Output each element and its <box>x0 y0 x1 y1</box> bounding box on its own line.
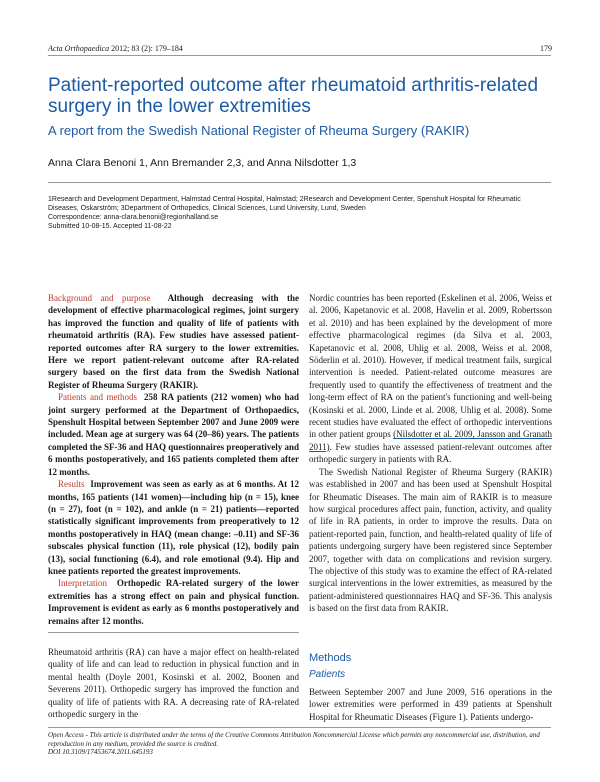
paragraph <box>309 292 552 466</box>
methods-text: Between September 2007 and June 2009, 516 operations in the lower extremities were performed in 439 patients at Spenshult Hospital for Rheumatic Diseases (Figure 1). Patients undergo- <box>309 687 552 722</box>
article-subtitle: A report from the Swedish National Register of Rheuma Surgery (RAKIR) <box>48 123 470 138</box>
page-number: 179 <box>540 44 552 53</box>
right-column <box>309 292 552 615</box>
header-rule <box>48 55 551 56</box>
author-rule <box>48 182 551 183</box>
citation-link[interactable]: (Nilsdotter et al. 2009, Jansson and Granath 2011) <box>309 429 553 452</box>
footer <box>48 731 551 757</box>
abstract-body: Improvement was seen as early as at 6 months. At 12 months, 165 patients (141 women)—including hip (n = 15), knee (n = 27), foot (n = 102), and ankle (n = 21) patients—reported statistically significant improvements from preoperatively to 12 months postoperatively in HAQ (mean change: –0.11) and SF-36 subscales physical function (11), role physical (12), bodily pain (13), social functioning (6.4), and role emotional (9.4). Hip and knee patients reported the greatest improvements. <box>48 479 300 576</box>
abstract <box>48 292 299 627</box>
abstract-body: 258 RA patients (212 women) who had joint surgery performed at the Department of Orthopaedics, Spenshult Hospital between September 2007 and June 2009 were included. Mean age at surgery was 64 (20–86) years. The patients completed the SF-36 and HAQ questionnaires preoperatively and 6 months postoperatively, and 165 patients completed them after 12 months. <box>48 392 300 477</box>
correspondence: Correspondence: anna-clara.benoni@regionhalland.se <box>48 214 219 221</box>
author-list: Anna Clara Benoni 1, Ann Bremander 2,3, and Anna Nilsdotter 1,3 <box>48 157 357 169</box>
section-heading-methods: Methods <box>309 652 352 664</box>
citation: 2012; 83 (2): 179–184 <box>109 44 183 53</box>
abstract-methods <box>48 391 299 478</box>
license-note: Open Access - This article is distributed under the terms of the Creative Commons Attribution Noncommercial License which permits any noncommercial use, distribution, and reproduction in any medium, provided the source is credited. <box>48 731 540 748</box>
abstract-interpretation <box>48 577 299 627</box>
abstract-label: Results <box>58 479 85 490</box>
introduction-text: Rheumatoid arthritis (RA) can have a major effect on health-related quality of life and can lead to reduction in physical function and in mental health (Doyle 2001, Kosinski et al. 2002, Boonen and Severens 2011). Orthopedic surgery has improved the function and quality of life of patients with RA. A decreasing rate of RA-related orthopedic surgery in the <box>48 647 299 720</box>
paragraph: The Swedish National Register of Rheuma Surgery (RAKIR) was established in 2007 and has been used at Spenshult Hospital for Rheumatic Diseases. The main aim of RAKIR is to measure how surgical procedures affect pain, function, activity, and quality of life in RA patients, in order to improve the results. Data on patient-reported pain, function, and health-related quality of life of patients undergoing surgery have been registered since September 2007, together with data on complications and revision surgery. The objective of this study was to examine the effect of RA-related surgical interventions in the lower extremities, as measured by the patient-administered questionnaires HAQ and SF-36. This analysis is based on the first data from RAKIR. <box>309 466 552 614</box>
affiliation-text: 1Research and Development Department, Halmstad Central Hospital, Halmstad; 2Research and Development Center, Spenshult Hospital for Rheumatic Diseases, Oskarström; 3Department of Orthopedics, Clinical Sciences, Lund University, Lund, Sweden <box>48 196 521 212</box>
abstract-background <box>48 292 299 391</box>
footer-rule <box>48 727 551 728</box>
article-title: Patient-reported outcome after rheumatoid arthritis-related surgery in the lower extremities <box>48 75 539 117</box>
running-header <box>48 44 183 53</box>
abstract-body: Orthopedic RA-related surgery of the lower extremities has a strong effect on pain and physical function. Improvement is evident as early as 6 months postoperatively and remains after 12 months. <box>48 578 299 626</box>
abstract-body: Although decreasing with the development of effective pharmacological regimes, joint surgery has improved the function and quality of life of patients with rheumatoid arthritis (RA). Few studies have assessed patient-reported outcomes after RA surgery to the lower extremities. Here we report patient-relevant outcome after RA-related surgery based on the first data from the Swedish National Register of Rheuma Surgery (RAKIR). <box>48 293 300 390</box>
affiliations <box>48 195 548 231</box>
subsection-heading-patients: Patients <box>309 669 346 680</box>
doi: DOI 10.3109/17453674.2011.645193 <box>48 748 153 757</box>
abstract-results <box>48 478 299 577</box>
abstract-label: Interpretation <box>58 578 107 589</box>
text-run: . Few studies have assessed patient-relevant outcomes after orthopedic surgery in patients with RA. <box>309 441 552 465</box>
abstract-label: Background and purpose <box>48 293 151 303</box>
text-run: Nordic countries has been reported (Eskelinen et al. 2006, Weiss et al. 2006, Kapetanovic et al. 2008, Havelin et al. 2009, Robertsson et al. 2010) and has been explained by the development of more effective pharmacological regimes (da Silva et al. 2003, Kapetanovic et al. 2008, Uhlig et al. 2008, Weiss et al. 2008, Söderlin et al. 2010). However, if medical treatment fails, surgical intervention is needed. Patient-related outcome measures are frequently used to quantify the effectiveness of treatment and the long-term effect of RA on the patient's functioning and well-being (Kosinski et al. 2000, Linde et al. 2008, Uhlig et al. 2008). Some recent studies have evaluated the effect of orthopedic interventions in other patient groups <box>309 293 552 440</box>
submission-dates: Submitted 10-08-15. Accepted 11-08-22 <box>48 223 172 230</box>
abstract-rule <box>48 632 299 633</box>
abstract-label: Patients and methods <box>58 392 137 403</box>
journal-name: Acta Orthopaedica <box>48 44 110 53</box>
